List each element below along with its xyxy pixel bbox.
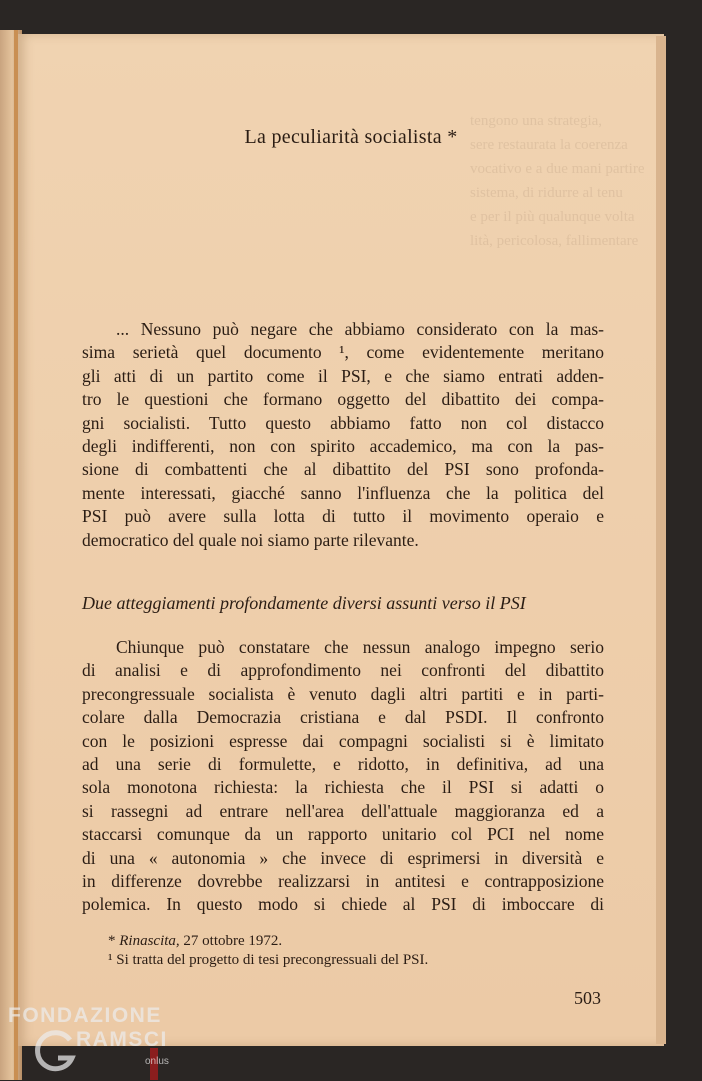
watermark bbox=[8, 1004, 188, 1080]
text-line: sola monotona richiesta: la richiesta che il PSI si adatti o bbox=[82, 777, 604, 798]
text-line: tro le questioni che formano oggetto del dibattito dei compa- bbox=[82, 389, 604, 410]
page-right-edge bbox=[656, 36, 666, 1044]
watermark-line2: RAMSCI bbox=[76, 1028, 168, 1051]
page-title: La peculiarità socialista * bbox=[244, 126, 458, 148]
bleed-line: e per il più qualunque volta bbox=[470, 209, 635, 225]
watermark-sub: onlus bbox=[145, 1056, 169, 1067]
bleed-line: sistema, di ridurre al tenu bbox=[470, 185, 623, 201]
text-line: Chiunque può constatare che nessun analogo impegno serio bbox=[116, 637, 604, 657]
text-line: colare dalla Democrazia cristiana e dal PSDI. Il confronto bbox=[82, 707, 604, 728]
text-line: in differenze dovrebbe realizzarsi in antitesi e contrapposizione bbox=[82, 871, 604, 892]
text-line: gni socialisti. Tutto questo abbiamo fatto non col distacco bbox=[82, 412, 604, 433]
bleed-line: sere restaurata la coerenza bbox=[470, 137, 628, 153]
text-line: ... Nessuno può negare che abbiamo considerato con la mas- bbox=[116, 319, 604, 339]
text-line: ad una serie di formulette, e ridotto, in definitiva, ad una bbox=[82, 754, 604, 775]
text-line: si rassegni ad entrare nell'area dell'attuale maggioranza ed a bbox=[82, 800, 604, 821]
text-line: precongressuale socialista è venuto dagli altri partiti e in parti- bbox=[82, 683, 604, 704]
text-line: gli atti di un partito come il PSI, e che siamo entrati adden- bbox=[82, 365, 604, 386]
text-line: sione di combattenti che al dibattito del PSI sono profonda- bbox=[82, 459, 604, 480]
footnote-date: 27 ottobre 1972. bbox=[183, 933, 283, 949]
footnote-1: ¹ Si tratta del progetto di tesi precongressuali del PSI. bbox=[108, 952, 429, 968]
footnotes bbox=[108, 932, 608, 970]
text-line: democratico del quale noi siamo parte rilevante. bbox=[82, 529, 419, 550]
text-line: PSI può avere sulla lotta di tutto il movimento operaio e bbox=[82, 506, 604, 527]
footnote-source: Rinascita, bbox=[119, 933, 180, 949]
watermark-line1: FONDAZIONE bbox=[8, 1004, 162, 1027]
bleed-line: lità, pericolosa, fallimentare bbox=[470, 233, 639, 249]
footnote-marker: * bbox=[108, 933, 116, 949]
bleed-line: vocativo e a due mani partire bbox=[470, 161, 645, 177]
text-line: con le posizioni espresse dai compagni socialisti si è limitato bbox=[82, 730, 604, 751]
text-line: staccarsi comunque da un rapporto unitario col PCI nel nome bbox=[82, 824, 604, 845]
paragraph-main bbox=[82, 636, 604, 917]
watermark-logo-icon bbox=[30, 1026, 80, 1081]
text-line: sima serietà quel documento ¹, come evidentemente meritano bbox=[82, 342, 604, 363]
bleed-line: tengono una strategia, bbox=[470, 113, 603, 129]
page-number: 503 bbox=[574, 988, 601, 1008]
text-line: mente interessati, giacché sanno l'influenza che la politica del bbox=[82, 482, 604, 503]
footnote-star bbox=[108, 932, 608, 951]
paragraph-intro bbox=[82, 318, 604, 552]
section-heading: Due atteggiamenti profondamente diversi assunti verso il PSI bbox=[82, 593, 526, 613]
text-line: polemica. In questo modo si chiede al PSI di imboccare di bbox=[82, 894, 604, 915]
text-line: di analisi e di approfondimento nei confronti del dibattito bbox=[82, 660, 604, 681]
text-line: degli indifferenti, non con spirito accademico, ma con la pas- bbox=[82, 436, 604, 457]
text-line: di una « autonomia » che invece di esprimersi in diversità e bbox=[82, 847, 604, 868]
